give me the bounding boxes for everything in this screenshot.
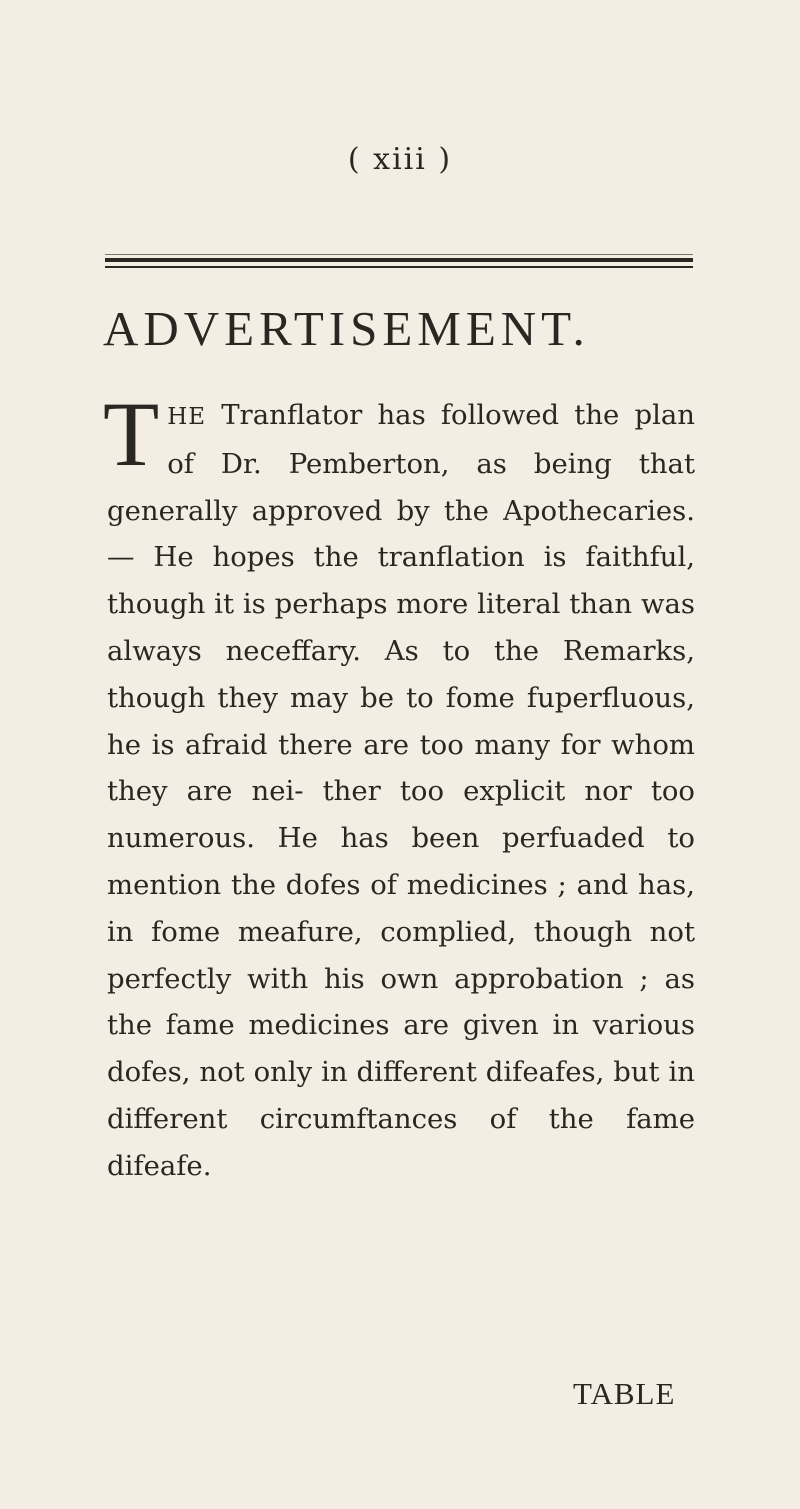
header-rule-thin bbox=[105, 254, 693, 255]
page-number: ( xiii ) bbox=[347, 142, 453, 177]
header-rule-bottom bbox=[105, 266, 693, 268]
page-heading: ADVERTISEMENT. bbox=[103, 301, 590, 356]
catchword: TABLE bbox=[573, 1376, 676, 1411]
header-rule-thick bbox=[105, 258, 693, 262]
paragraph-text: Tranflator has followed the plan of Dr. Pemberton, as being that generally approved by the Apothecaries.— He hopes the tranflation is faithful, though it is perhaps more literal than was always neceffary. As to the Remarks, though they may be to fome fuperfluous, he is afraid there are too many for whom they are nei- ther too explicit nor too numerous. He has been perfuaded to mention the dofes of medicines ; and has, in fome meafure, complied, though not perfectly with his own approbation ; as the fame medicines are given in various dofes, not only in different difeafes, but in different circumftances of the fame difeafe. bbox=[107, 399, 695, 1182]
drop-cap: T bbox=[103, 383, 160, 485]
first-word-rest: HE bbox=[167, 404, 207, 430]
advertisement-paragraph bbox=[103, 383, 695, 1190]
